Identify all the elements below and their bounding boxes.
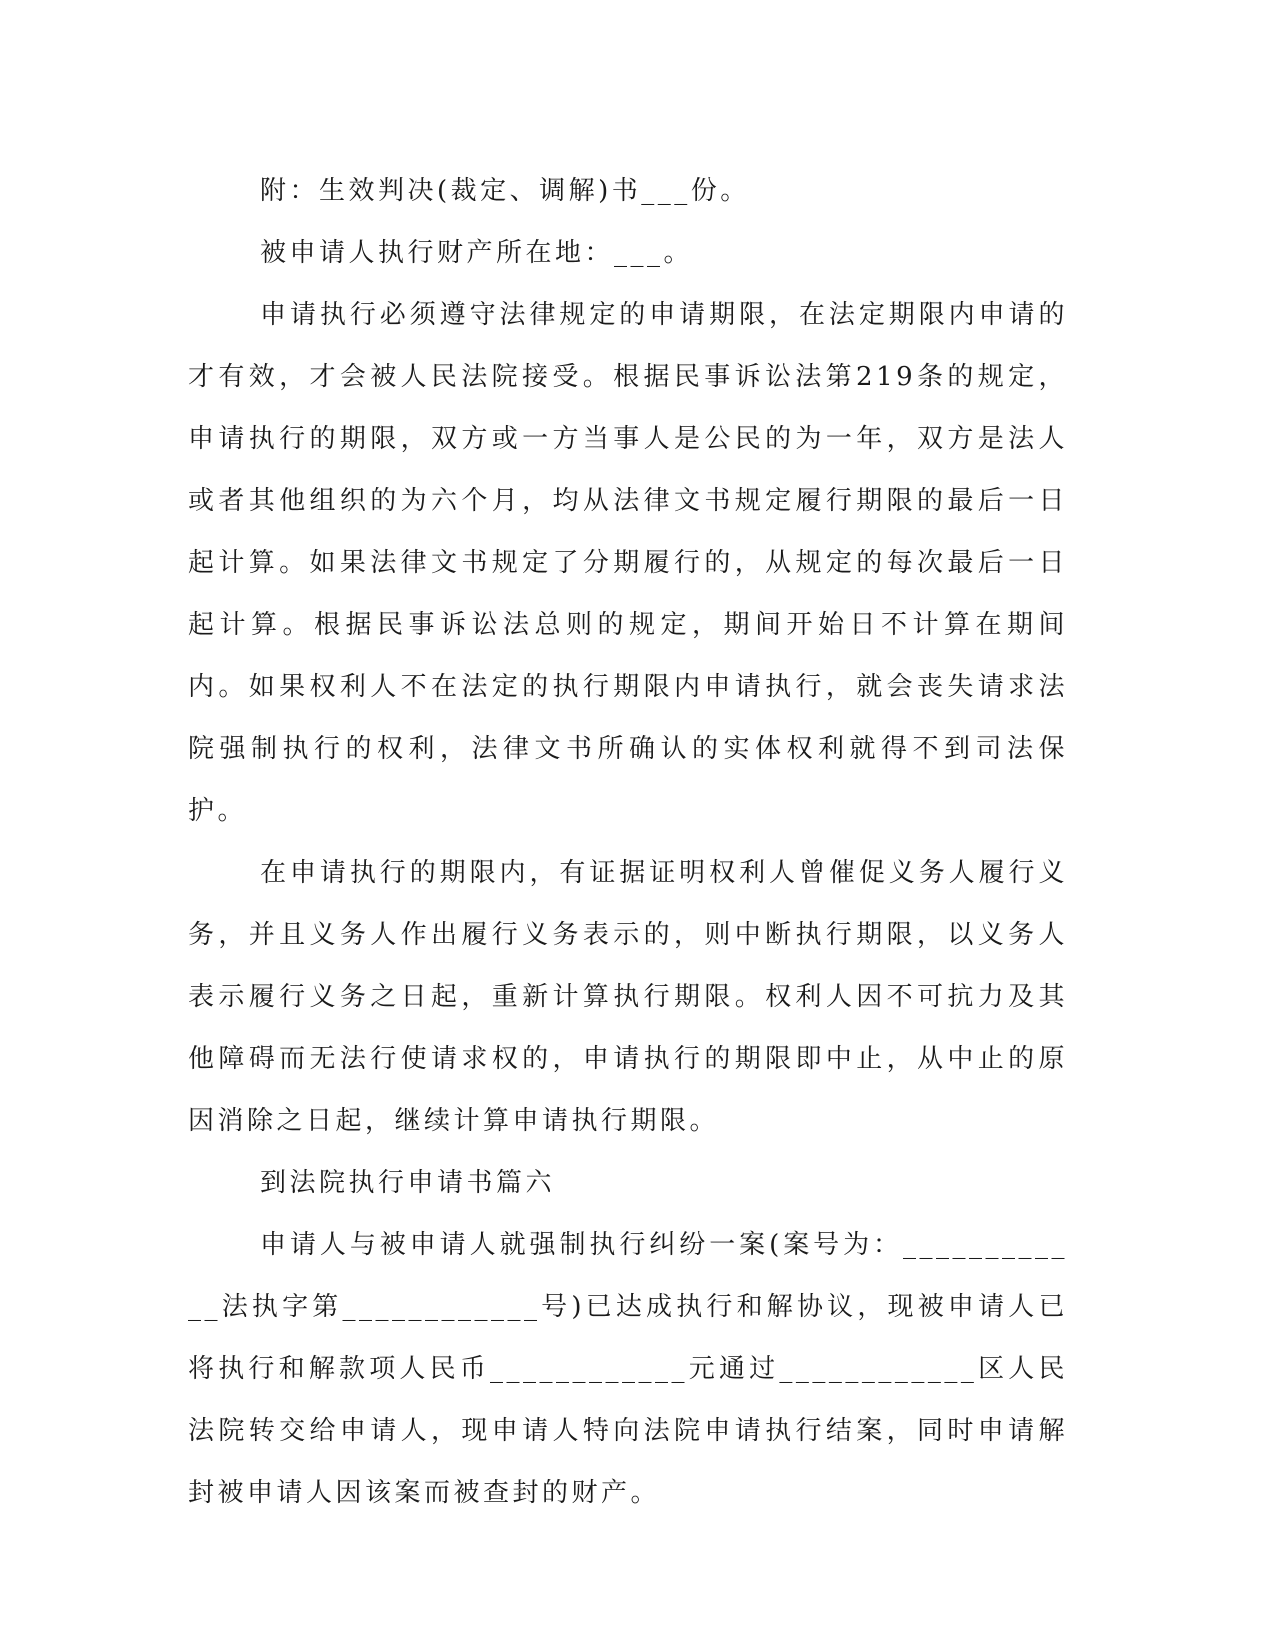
paragraph-deadline-interruption: 在申请执行的期限内，有证据证明权利人曾催促义务人履行义务，并且义务人作出履行义务表示的，则中断执行期限，以义务人表示履行义务之日起，重新计算执行期限。权利人因不可抗力及其他障碍而无法行使请求权的，申请执行的期限即中止，从中止的原因消除之日起，继续计算申请执行期限。 bbox=[188, 858, 1068, 1136]
property-location-line: 被申请人执行财产所在地：___。 bbox=[260, 238, 694, 268]
section-heading: 到法院执行申请书篇六 bbox=[260, 1168, 556, 1198]
document-body bbox=[188, 160, 1068, 1524]
paragraph-application-deadline: 申请执行必须遵守法律规定的申请期限，在法定期限内申请的才有效，才会被人民法院接受。根据民事诉讼法第219条的规定，申请执行的期限，双方或一方当事人是公民的为一年，双方是法人或者其他组织的为六个月，均从法律文书规定履行期限的最后一日起计算。如果法律文书规定了分期履行的，从规定的每次最后一日起计算。根据民事诉讼法总则的规定，期间开始日不计算在期间内。如果权利人不在法定的执行期限内申请执行，就会丧失请求法院强制执行的权利，法律文书所确认的实体权利就得不到司法保护。 bbox=[188, 300, 1068, 826]
paragraph-settlement-request: 申请人与被申请人就强制执行纠纷一案(案号为：____________法执字第____________号)已达成执行和解协议，现被申请人已将执行和解款项人民币____________元通过____________区人民法院转交给申请人，现申请人特向法院申请执行结案，同时申请解封被申请人因该案而被查封的财产。 bbox=[188, 1230, 1068, 1508]
attachment-line: 附：生效判决(裁定、调解)书___份。 bbox=[260, 176, 750, 206]
